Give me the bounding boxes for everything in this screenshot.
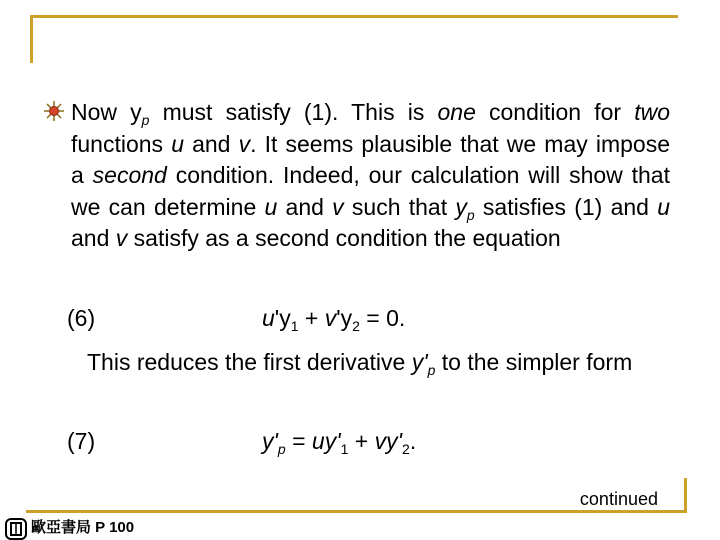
equation-number-6: (6) (67, 305, 96, 331)
equation-number-7: (7) (67, 428, 96, 454)
bullet-sun-icon (44, 101, 64, 121)
equation-6: $u'y_1 + v'y_2 = 0$. (262, 305, 406, 334)
frame-bottom-line (26, 510, 686, 513)
paragraph-derivative: This reduces the first derivative $y'_p$ to the simpler form (87, 349, 633, 378)
frame-left-line (30, 15, 33, 63)
equation-7: $y'_p = uy'_1 + vy'_2$. (262, 428, 417, 457)
continued-label: continued (579, 489, 658, 509)
frame-right-line (684, 478, 687, 513)
publisher-page-label: 歐亞書局 P 100 (31, 519, 135, 536)
paragraph-intro: Now $y_p$ must satisfy (1). This is one condition for two functions u and v. It seems plausible that we may impose a second condition. Indeed, our calculation will show that we can determine u and v such that $y_p$ satisfies (1) and u and v satisfy as a second condition the equation (71, 99, 671, 251)
frame-top-line (30, 15, 678, 18)
publisher-logo-icon (5, 518, 27, 540)
